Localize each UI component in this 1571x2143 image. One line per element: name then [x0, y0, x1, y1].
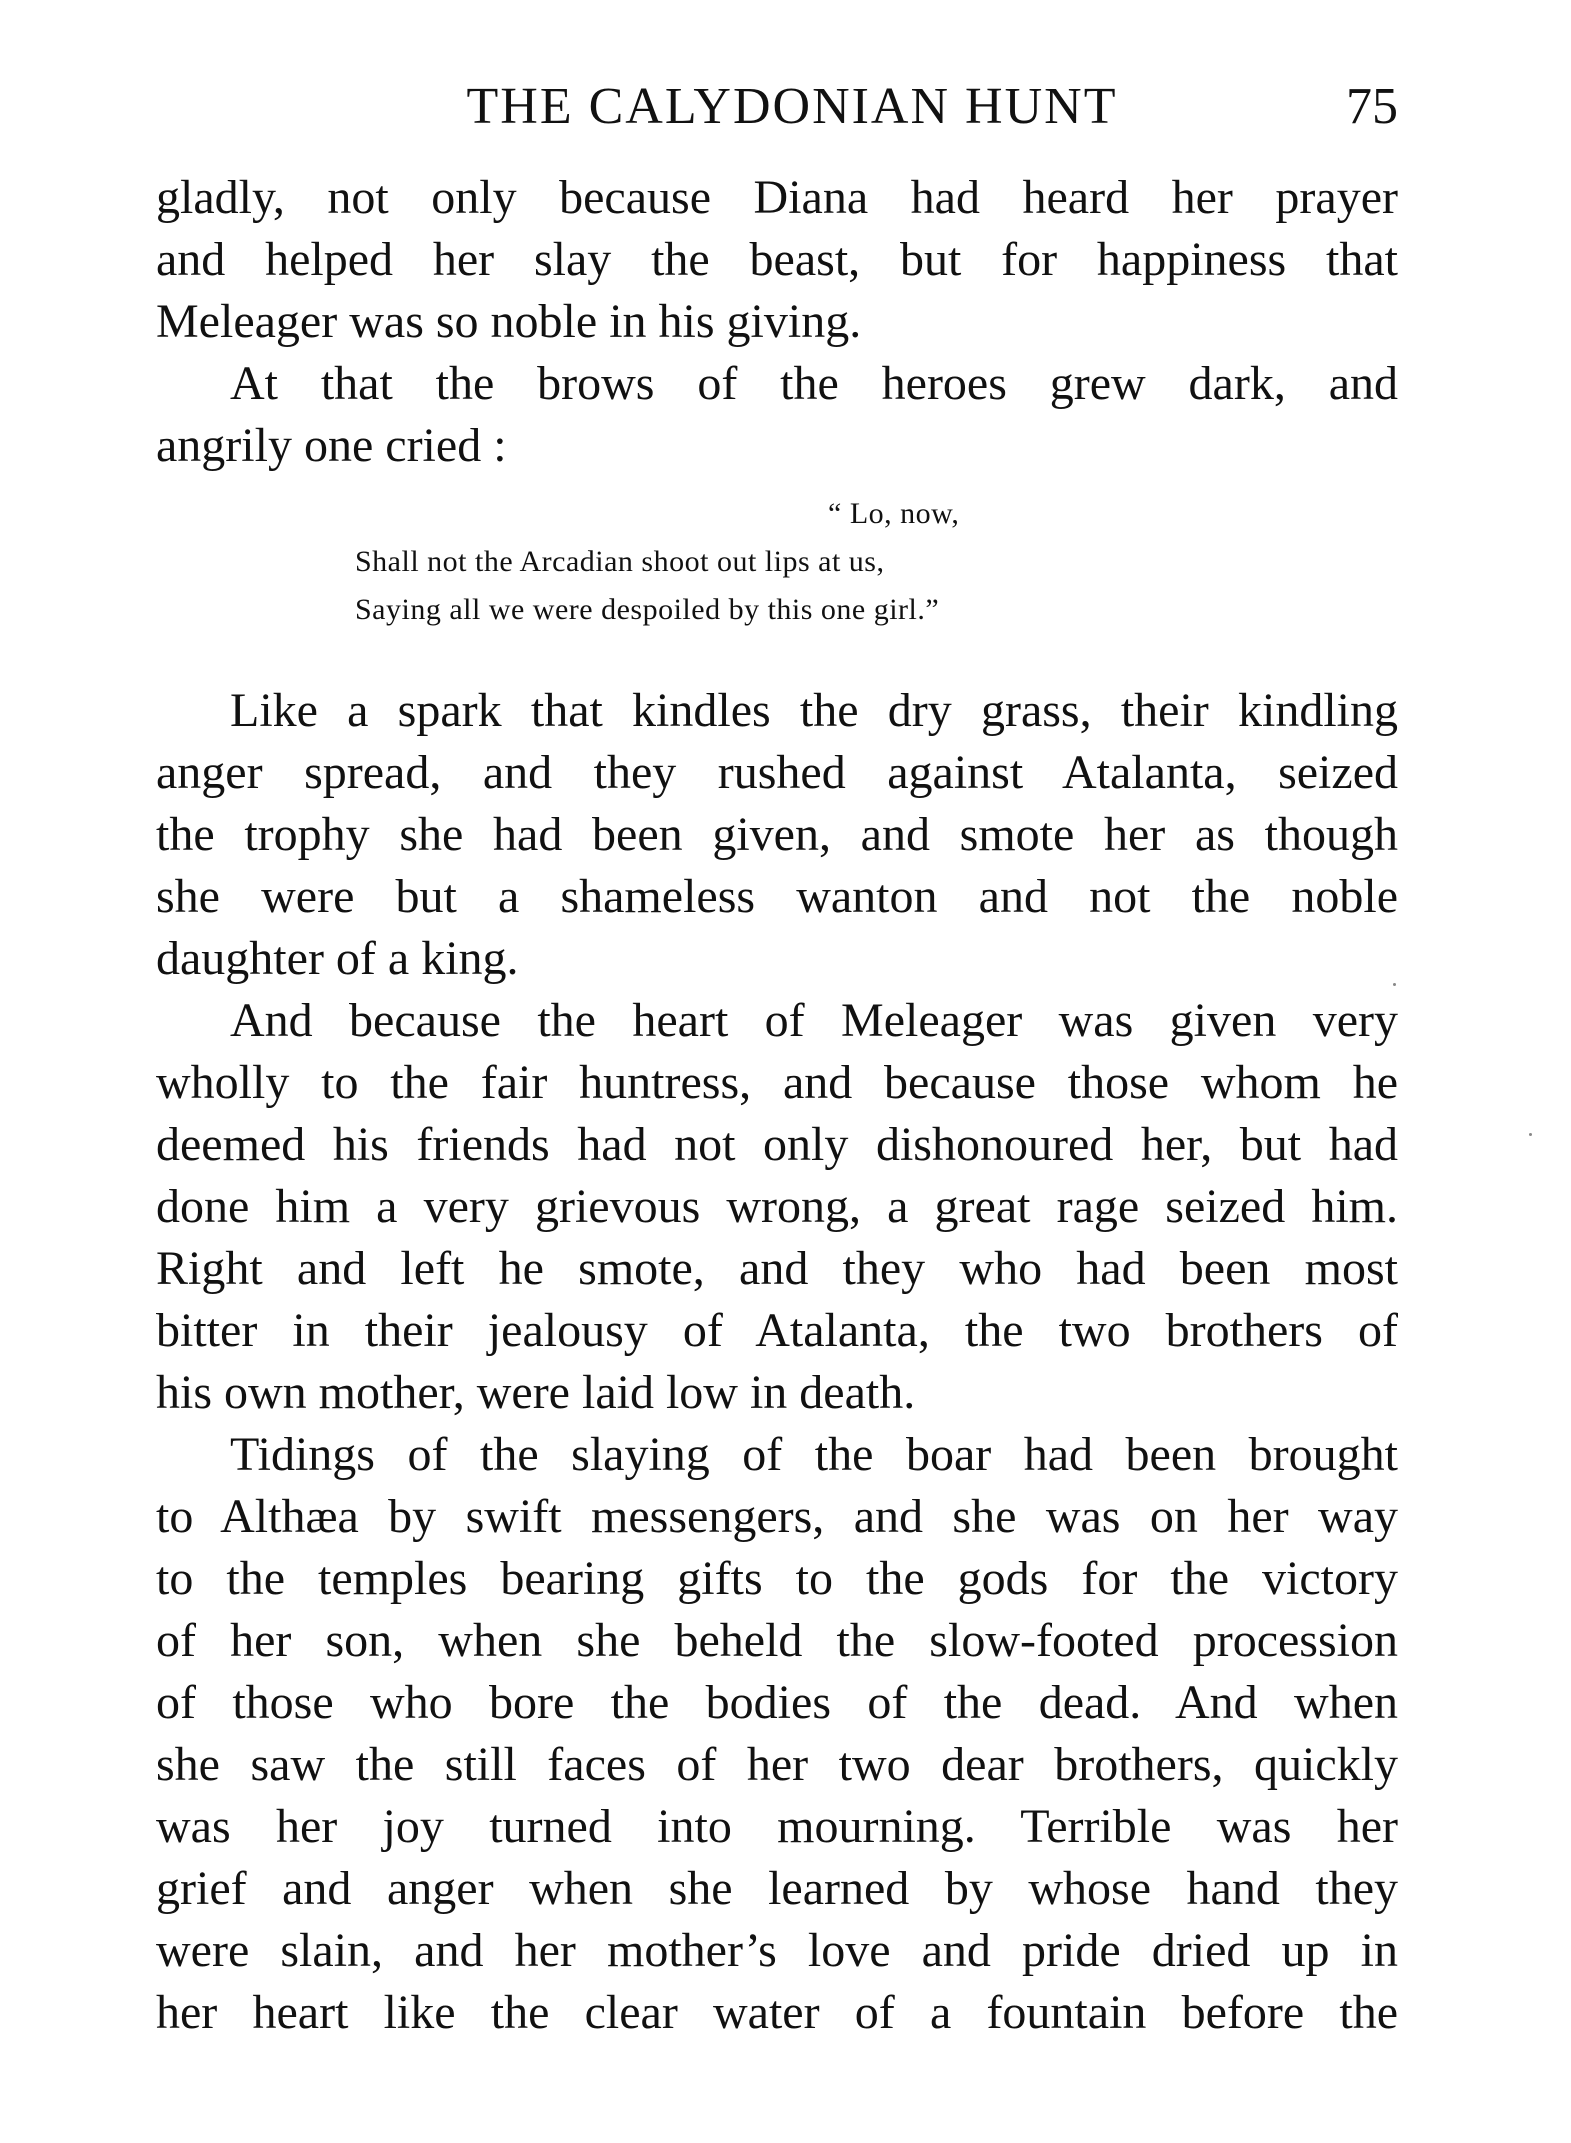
- text-line: Right and left he smote, and they who had been most: [156, 1242, 1398, 1295]
- text-line: done him a very grievous wrong, a great rage seized him.: [156, 1180, 1398, 1233]
- text-line: Tidings of the slaying of the boar had been brought: [230, 1428, 1398, 1481]
- text-line: wholly to the fair huntress, and because those whom he: [156, 1056, 1398, 1109]
- text-line: of those who bore the bodies of the dead. And when: [156, 1676, 1398, 1729]
- verse-line: Saying all we were despoiled by this one girl.”: [355, 593, 940, 626]
- verse-line: “ Lo, now,: [828, 497, 960, 530]
- text-line: anger spread, and they rushed against Atalanta, seized: [156, 746, 1398, 799]
- text-line: the trophy she had been given, and smote her as though: [156, 808, 1398, 861]
- scan-speck: [1393, 983, 1396, 986]
- text-line: At that the brows of the heroes grew dark, and: [230, 357, 1398, 410]
- text-line: Meleager was so noble in his giving.: [156, 295, 862, 348]
- text-line: were slain, and her mother’s love and pride dried up in: [156, 1924, 1398, 1977]
- text-line: deemed his friends had not only dishonoured her, but had: [156, 1118, 1398, 1171]
- text-line: she were but a shameless wanton and not the noble: [156, 870, 1398, 923]
- page-number: 75: [1346, 78, 1398, 135]
- paragraph-block-main: [156, 680, 1398, 2044]
- text-line: Like a spark that kindles the dry grass, their kindling: [230, 684, 1398, 737]
- running-head: [156, 72, 1398, 142]
- verse-quotation: [355, 490, 1255, 634]
- text-line: grief and anger when she learned by whose hand they: [156, 1862, 1398, 1915]
- text-line: was her joy turned into mourning. Terrible was her: [156, 1800, 1398, 1853]
- text-line: to the temples bearing gifts to the gods for the victory: [156, 1552, 1398, 1605]
- text-line: bitter in their jealousy of Atalanta, the two brothers of: [156, 1304, 1398, 1357]
- text-line: angrily one cried :: [156, 419, 507, 472]
- text-line: gladly, not only because Diana had heard her prayer: [156, 171, 1398, 224]
- paragraph-block-top: [156, 167, 1398, 477]
- text-line: And because the heart of Meleager was given very: [230, 994, 1398, 1047]
- text-line: his own mother, were laid low in death.: [156, 1366, 916, 1419]
- text-line: daughter of a king.: [156, 932, 519, 985]
- text-line: and helped her slay the beast, but for happiness that: [156, 233, 1398, 286]
- scan-speck: [1529, 1133, 1532, 1136]
- running-title: THE CALYDONIAN HUNT: [466, 78, 1118, 135]
- text-line: to Althæa by swift messengers, and she was on her way: [156, 1490, 1398, 1543]
- text-line: she saw the still faces of her two dear brothers, quickly: [156, 1738, 1398, 1791]
- text-line: her heart like the clear water of a fountain before the: [156, 1986, 1398, 2039]
- text-line: of her son, when she beheld the slow-footed procession: [156, 1614, 1398, 1667]
- verse-line: Shall not the Arcadian shoot out lips at us,: [355, 545, 885, 578]
